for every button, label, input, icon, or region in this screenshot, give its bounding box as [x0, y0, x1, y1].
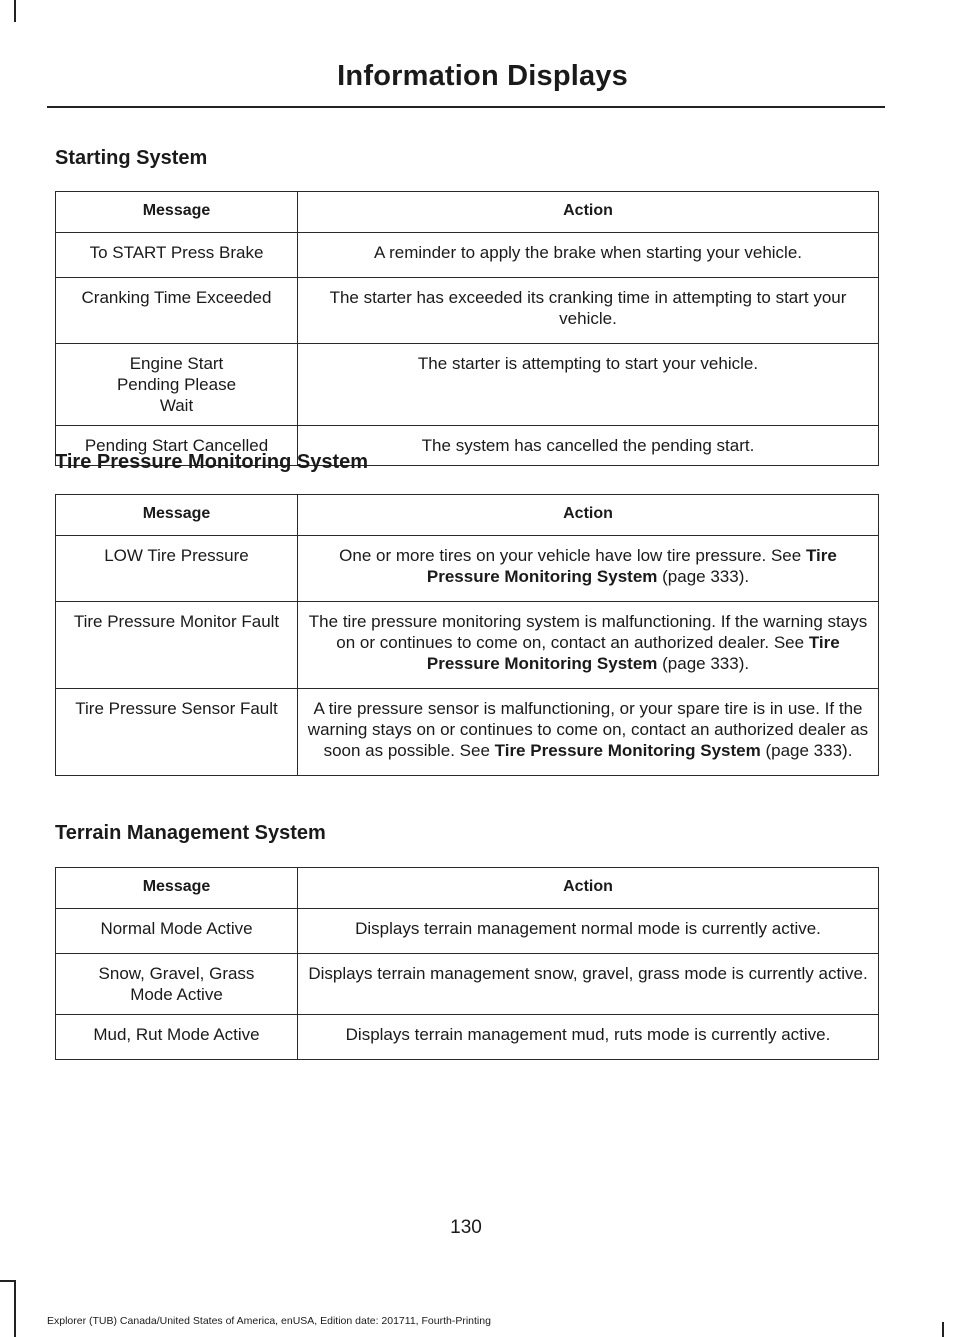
message-cell: Mud, Rut Mode Active — [56, 1015, 298, 1060]
cross-reference-link[interactable]: Tire Pressure Monitoring System — [426, 633, 840, 673]
message-cell: LOW Tire Pressure — [56, 536, 298, 602]
section-title-starting-system: Starting System — [55, 147, 208, 169]
column-header-action: Action — [298, 495, 879, 536]
page-reference: (page 333). — [662, 654, 750, 673]
action-cell: Displays terrain management snow, gravel, grass mode is currently active. — [298, 954, 879, 1015]
header-rule — [47, 106, 885, 108]
table-row — [56, 909, 879, 954]
crop-mark-bottom-right — [942, 1322, 944, 1337]
column-header-action: Action — [298, 192, 879, 233]
crop-mark-bottom-left-h — [0, 1280, 15, 1282]
action-cell: The system has cancelled the pending start. — [298, 426, 879, 466]
tire-pressure-table — [55, 494, 879, 776]
section-title-terrain-management: Terrain Management System — [55, 822, 326, 844]
edition-note: Explorer (TUB) Canada/United States of America, enUSA, Edition date: 201711, Fourth-Printing — [47, 1315, 491, 1327]
message-cell: Cranking Time Exceeded — [56, 278, 298, 344]
action-cell — [298, 536, 879, 602]
table-header-row — [56, 868, 879, 909]
starting-system-table — [55, 191, 879, 466]
message-cell: Engine Start Pending Please Wait — [56, 344, 298, 426]
table-row — [56, 954, 879, 1015]
action-cell: Displays terrain management normal mode is currently active. — [298, 909, 879, 954]
message-cell: Tire Pressure Monitor Fault — [56, 602, 298, 689]
terrain-management-table — [55, 867, 879, 1060]
page-reference: (page 333). — [765, 741, 853, 760]
table-row — [56, 602, 879, 689]
action-cell: A reminder to apply the brake when starting your vehicle. — [298, 233, 879, 278]
message-cell: Snow, Gravel, Grass Mode Active — [56, 954, 298, 1015]
column-header-message: Message — [56, 868, 298, 909]
table-row — [56, 689, 879, 776]
message-cell: Pending Start Cancelled — [56, 426, 298, 466]
action-cell: Displays terrain management mud, ruts mode is currently active. — [298, 1015, 879, 1060]
message-cell: To START Press Brake — [56, 233, 298, 278]
table-row — [56, 536, 879, 602]
column-header-message: Message — [56, 192, 298, 233]
table-row — [56, 278, 879, 344]
column-header-message: Message — [56, 495, 298, 536]
column-header-action: Action — [298, 868, 879, 909]
action-text: The tire pressure monitoring system is malfunctioning. If the warning stays on or continues to come on, contact an authorized dealer. See — [308, 612, 868, 652]
action-cell: The starter is attempting to start your vehicle. — [298, 344, 879, 426]
page-title: Information Displays — [337, 60, 628, 92]
action-cell: The starter has exceeded its cranking time in attempting to start your vehicle. — [298, 278, 879, 344]
message-cell: Tire Pressure Sensor Fault — [56, 689, 298, 776]
action-text: A tire pressure sensor is malfunctioning, or your spare tire is in use. If the warning stays on or continues to come on, contact an authorized dealer as soon as possible. See — [307, 699, 869, 760]
table-row — [56, 344, 879, 426]
crop-mark-bottom-left — [14, 1280, 16, 1337]
cross-reference-link[interactable]: Tire Pressure Monitoring System — [494, 741, 761, 760]
table-header-row — [56, 192, 879, 233]
cross-reference-link[interactable]: Tire Pressure Monitoring System — [426, 546, 837, 586]
page-reference: (page 333). — [662, 567, 750, 586]
page-number: 130 — [450, 1217, 482, 1238]
action-cell — [298, 689, 879, 776]
table-row — [56, 233, 879, 278]
action-cell — [298, 602, 879, 689]
message-cell: Normal Mode Active — [56, 909, 298, 954]
section-title-tire-pressure: Tire Pressure Monitoring System — [55, 451, 369, 473]
action-text: One or more tires on your vehicle have low tire pressure. See — [339, 546, 802, 565]
table-row — [56, 1015, 879, 1060]
crop-mark-top-left — [14, 0, 16, 22]
table-header-row — [56, 495, 879, 536]
